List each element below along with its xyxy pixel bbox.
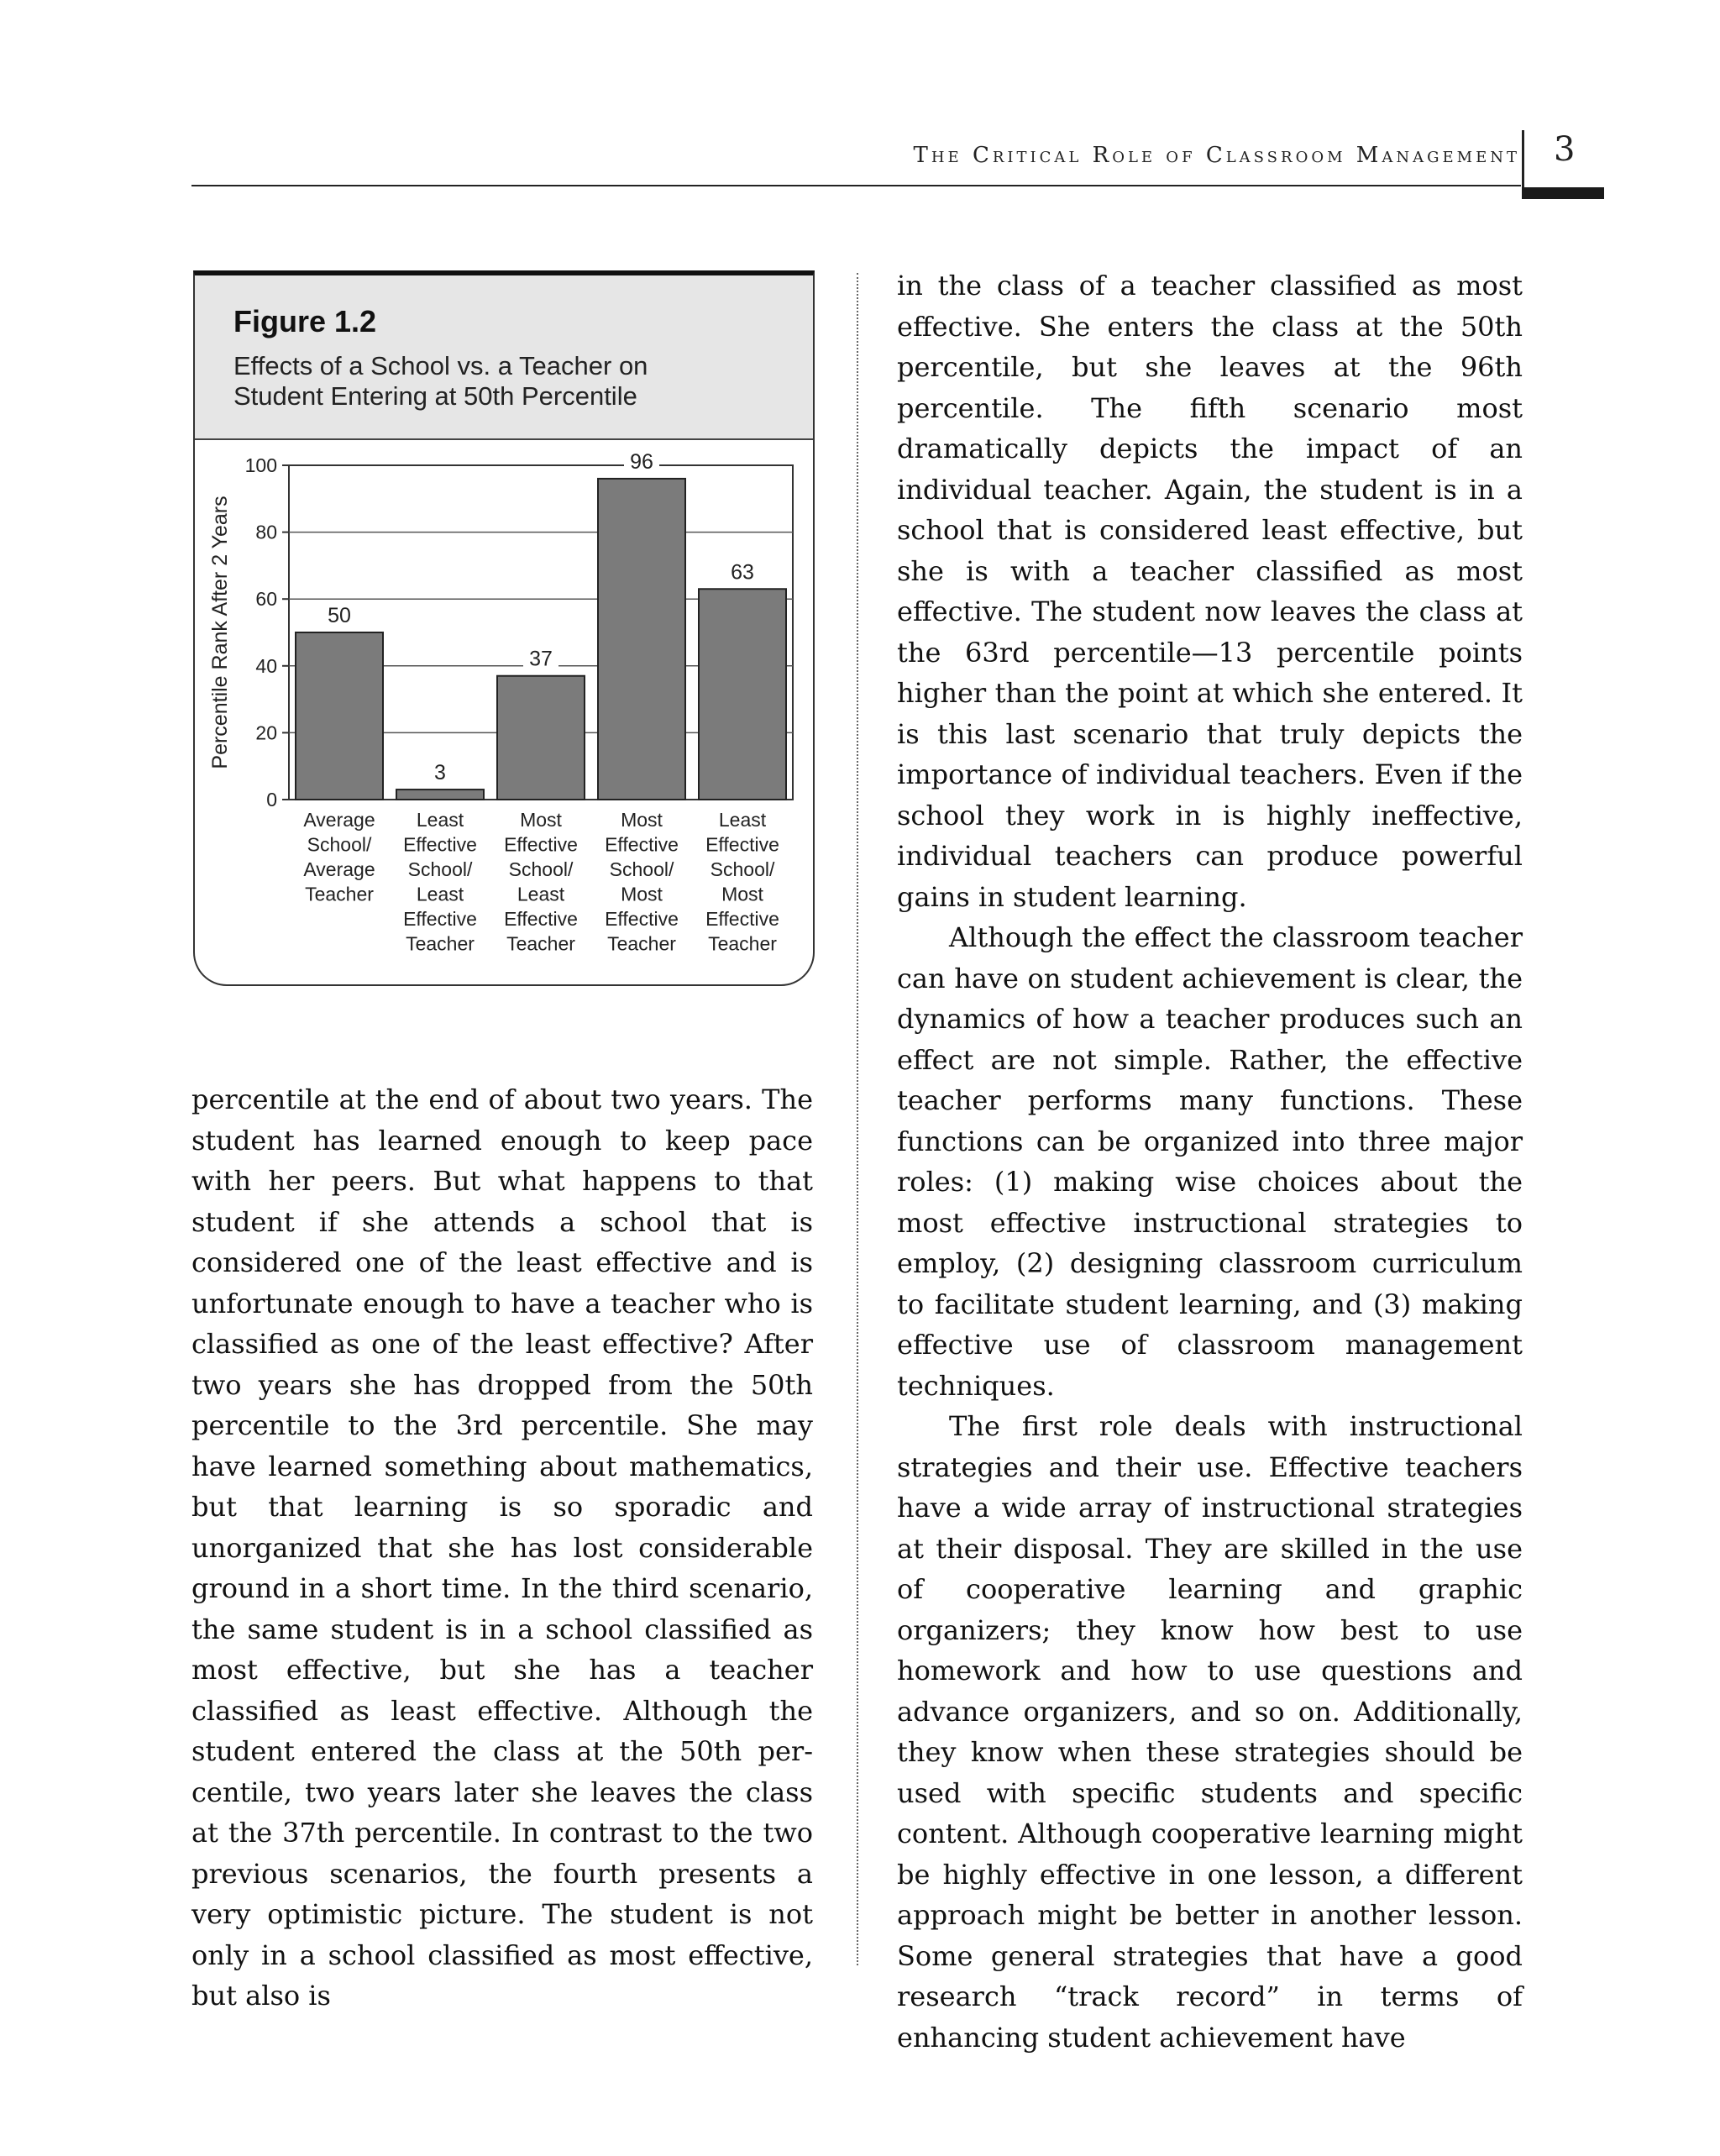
category-label: Effective xyxy=(705,833,779,856)
category-label: Effective xyxy=(605,908,679,930)
category-label: Least xyxy=(416,809,464,831)
figure-number: Figure 1.2 xyxy=(233,304,377,338)
header-separator xyxy=(1522,130,1524,187)
figure-caption-line1: Effects of a School vs. a Teacher on xyxy=(233,351,648,380)
right-paragraph-3: The first role deals with instructional strategies and their use. Effective teachers have a wide array of instructional strategies at their disposal. They are skilled in the use of cooperative learning and graphic organizers; they know how best to use homework and how to use questions and advance organizers, and so on. Additionally, they know when these strategies should be used with specific students and specific content. Although cooperative learning might be highly effective in one lesson, a different approach might be better in another lesson. Some general strategies that have a good research “track record” in terms of enhancing student achievement have xyxy=(897,1410,1523,2054)
category-label: Most xyxy=(621,809,663,831)
category-label: Teacher xyxy=(406,932,475,955)
bar-value-label: 3 xyxy=(434,761,446,785)
bar-value-label: 96 xyxy=(630,449,653,474)
figure-box xyxy=(193,270,815,986)
category-label: Average xyxy=(303,858,375,880)
header-rule xyxy=(191,185,1521,186)
category-label: Most xyxy=(520,809,562,831)
y-axis-label: Percentile Rank After 2 Years xyxy=(208,496,232,769)
left-paragraph-1: percentile at the end of about two years. The student has learned enough to keep pace with her peers. But what happens to that student if she attends a school that is considered one of the least effective and is unfortunate enough to have a teacher who is classified as one of the least effective? After two years she has dropped from the 50th percentile to the 3rd percentile. She may have learned something about mathematics, but that learning is so sporadic and unorganized that she has lost considerable ground in a short time. In the third scenario, the same student is in a school classified as most effective, but she has a teacher classified as least effective. Although the student entered the class at the 50th percentile, two years later she leaves the class at the 37th percentile. In contrast to the two previous scenarios, the fourth presents a very optimistic picture. The student is not only in a school classified as most effective, but also is xyxy=(191,1083,813,2012)
category-label: School/ xyxy=(609,858,674,880)
right-text-column xyxy=(897,265,1523,2058)
category-label: Effective xyxy=(403,908,477,930)
right-paragraph-1: in the class of a teacher classified as most effective. She enters the class at the 50th percentile, but she leaves at the 96th percentile. The fifth scenario most dramatically depicts the impact of an individual teacher. Again, the student is in a school that is considered least effective, but she is with a teacher classified as most effective. The student now leaves the class at the 63rd percentile—13 percentile points higher than the point at which she entered. It is this last scenario that truly depicts the importance of individual teachers. Even if the school they work in is highly ineffective, individual teachers can produce powerful gains in student learning. xyxy=(897,270,1523,913)
bar xyxy=(598,479,685,800)
page-number: 3 xyxy=(1554,130,1576,169)
figure-caption-line2: Student Entering at 50th Percentile xyxy=(233,381,637,411)
bar-chart xyxy=(195,275,813,981)
category-label: Teacher xyxy=(708,932,777,955)
category-label: School/ xyxy=(407,858,473,880)
y-tick-label: 40 xyxy=(255,654,277,677)
category-label: Teacher xyxy=(607,932,676,955)
bar xyxy=(396,789,484,800)
bar-value-label: 50 xyxy=(328,604,351,627)
left-text-column xyxy=(191,1079,813,2017)
category-label: Effective xyxy=(403,833,477,856)
y-tick-label: 20 xyxy=(255,721,277,744)
category-label: Average xyxy=(303,809,375,831)
category-label: School/ xyxy=(508,858,574,880)
category-label: Least xyxy=(517,883,565,905)
category-label: Least xyxy=(718,809,767,831)
category-label: Most xyxy=(721,883,763,905)
category-label: Teacher xyxy=(506,932,575,955)
y-tick-label: 60 xyxy=(255,588,277,611)
category-label: Effective xyxy=(504,833,578,856)
category-label: Effective xyxy=(605,833,679,856)
right-paragraph-2: Although the effect the classroom teacher can have on student achievement is clear, the dynamics of how a teacher produces such an effect are not simple. Rather, the effective teacher performs many functions. These functions can be organized into three major roles: (1) making wise choices about the most effective instructional strategies to employ, (2) designing classroom curriculum to facilitate student learning, and (3) making effective use of classroom management techniques. xyxy=(897,921,1523,1402)
category-label: Teacher xyxy=(305,883,374,905)
bar-value-label: 63 xyxy=(731,560,754,585)
category-label: Effective xyxy=(504,908,578,930)
category-label: School/ xyxy=(307,833,372,856)
running-header-title: The Critical Role of Classroom Management xyxy=(913,143,1520,168)
bar xyxy=(296,632,383,800)
category-label: School/ xyxy=(710,858,775,880)
y-tick-label: 80 xyxy=(255,521,277,543)
y-tick-label: 0 xyxy=(266,789,277,810)
y-tick-label: 100 xyxy=(244,454,277,476)
category-label: Least xyxy=(416,883,464,905)
page-tab-marker xyxy=(1522,187,1604,199)
bar-value-label: 37 xyxy=(529,647,553,671)
category-label: Effective xyxy=(705,908,779,930)
bar xyxy=(699,589,786,800)
column-divider xyxy=(857,273,858,1965)
category-label: Most xyxy=(621,883,663,905)
bar xyxy=(497,676,585,800)
